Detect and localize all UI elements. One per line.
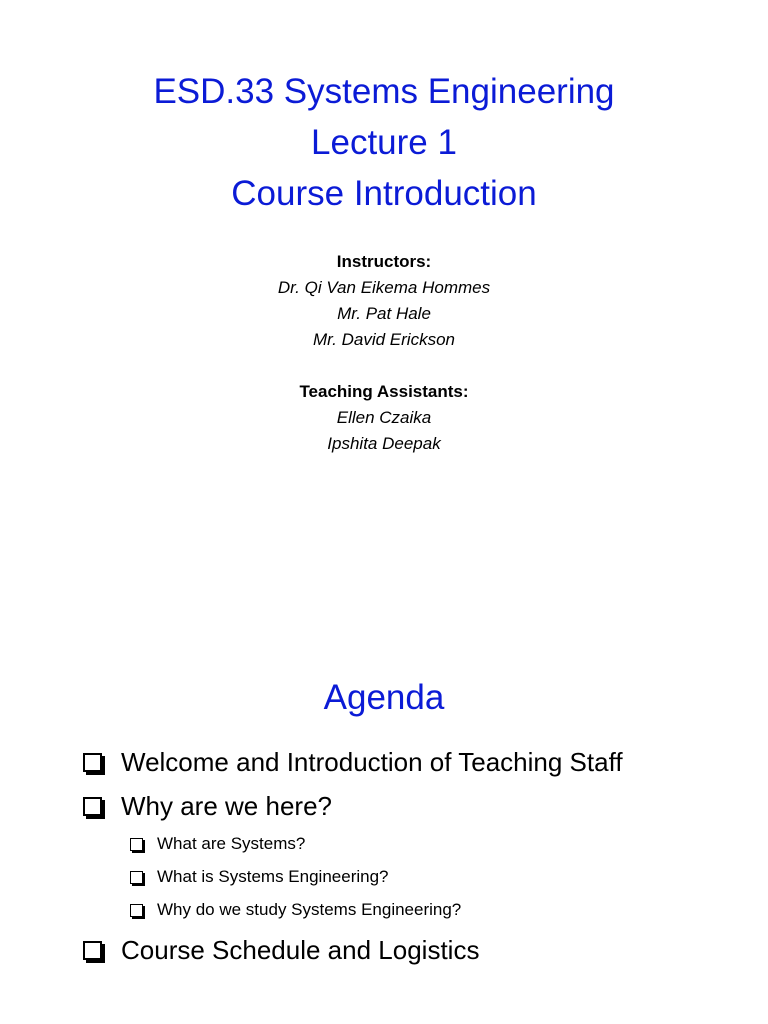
teaching-staff bbox=[0, 249, 768, 457]
instructor-name: Dr. Qi Van Eikema Hommes bbox=[277, 278, 491, 297]
agenda-subitem-label: What is Systems Engineering? bbox=[157, 867, 389, 886]
checkbox-square-icon bbox=[83, 941, 102, 960]
agenda-item bbox=[83, 930, 479, 970]
agenda-subitem bbox=[130, 831, 305, 857]
agenda-subitem-label: Why do we study Systems Engineering? bbox=[157, 900, 462, 919]
agenda-item-label: Course Schedule and Logistics bbox=[121, 934, 480, 965]
instructors-heading: Instructors: bbox=[336, 252, 432, 271]
checkbox-square-icon bbox=[130, 904, 143, 917]
teaching-assistants-heading: Teaching Assistants: bbox=[299, 382, 469, 401]
spacer bbox=[0, 353, 768, 379]
instructor-name: Mr. Pat Hale bbox=[337, 304, 431, 323]
agenda-title: Agenda bbox=[323, 678, 445, 717]
teaching-assistant-name: Ipshita Deepak bbox=[327, 434, 441, 453]
agenda-item-label: Why are we here? bbox=[121, 790, 332, 821]
course-title: ESD.33 Systems Engineering bbox=[153, 72, 615, 111]
checkbox-square-icon bbox=[83, 797, 102, 816]
checkbox-square-icon bbox=[83, 753, 102, 772]
agenda-item-label: Welcome and Introduction of Teaching Staff bbox=[121, 746, 623, 777]
agenda-subitem-label: What are Systems? bbox=[157, 834, 306, 853]
lecture-topic: Course Introduction bbox=[231, 174, 537, 213]
agenda-item bbox=[83, 742, 623, 782]
instructor-name: Mr. David Erickson bbox=[312, 330, 455, 349]
checkbox-square-icon bbox=[130, 838, 143, 851]
checkbox-square-icon bbox=[130, 871, 143, 884]
agenda-subitem bbox=[130, 897, 461, 923]
teaching-assistant-name: Ellen Czaika bbox=[336, 408, 432, 427]
lecture-number: Lecture 1 bbox=[311, 123, 457, 162]
slide-title bbox=[0, 66, 768, 219]
agenda-item bbox=[83, 786, 332, 826]
agenda-subitem bbox=[130, 864, 389, 890]
